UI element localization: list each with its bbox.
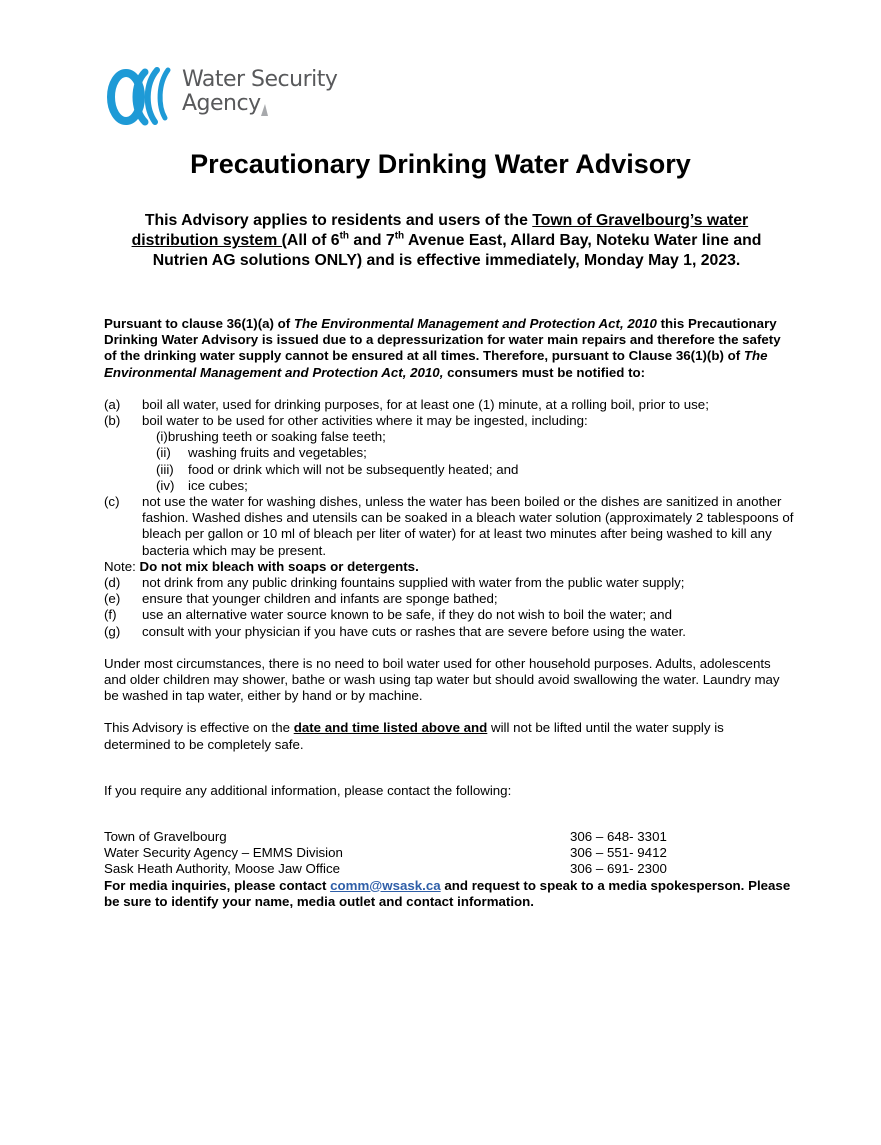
media-email-link[interactable]: comm@wsask.ca [330, 877, 441, 893]
list-item [104, 494, 794, 559]
advisory-body [104, 316, 794, 910]
contact-paragraph: If you require any additional information, please contact the following: [104, 782, 512, 798]
household-paragraph: Under most circumstances, there is no need to boil water used for other household purposes. Adults, adolescents and older children may shower, bathe or wash using tap water but should avoid swallowing the water. Laundry may be washed in tap water, either by hand or by machine. [104, 655, 780, 704]
subtitle-text-5: and is effective immediately, Monday May 1, 2023. [362, 252, 741, 269]
sub-list-item-text: ice cubes; [188, 477, 248, 493]
contact-row [104, 845, 794, 861]
intro-paragraph [104, 316, 794, 381]
list-item-text: not use the water for washing dishes, unless the water has been boiled or the dishes are sanitized in another fashion. Washed dishes and utensils can be soaked in a bleach water solution (approximately 2 tablespoons of bleach per gallon or 10 ml of bleach per liter of water) for at least two minutes after being washed to kill any bacteria which may be present. [142, 494, 794, 558]
sub-list-item-key: (iv) [156, 477, 175, 493]
list-item [104, 413, 794, 429]
contact-name: Town of Gravelbourg [104, 829, 227, 845]
subtitle-text-2: All of 6 [286, 232, 340, 249]
list-item-text: boil all water, used for drinking purposes, for at least one (1) minute, at a rolling boil, prior to use; [142, 396, 709, 412]
note-label: Note: [104, 558, 140, 574]
list-item [104, 575, 794, 591]
sub-list-item-text: brushing teeth or soaking false teeth; [167, 429, 386, 445]
list-item-text: consult with your physician if you have cuts or rashes that are severe before using the water. [142, 623, 686, 639]
effective-underline: date and time listed above and [293, 720, 488, 736]
contact-phone: 306 – 551- 9412 [570, 845, 667, 861]
contact-name: Water Security Agency – EMMS Division [104, 845, 343, 861]
intro-text-a: Pursuant to clause 36(1)(a) of [104, 316, 294, 331]
media-paragraph [104, 878, 794, 910]
subtitle-text-1: This Advisory applies to residents and users of the [144, 212, 533, 229]
sub-list-item-key: (ii) [156, 445, 171, 461]
list-item-key: (b) [104, 413, 121, 429]
sub-list-item [104, 445, 794, 461]
subtitle-text-4: Avenue East, Allard Bay, Noteku Water line and Nutrien AG solutions ONLY [152, 232, 762, 269]
subtitle-underline-1: Town of Gravelbourg’s water distribution system ( [131, 212, 749, 249]
sub-list-item [104, 429, 794, 445]
list-item-key: (d) [104, 575, 121, 591]
list-item-key: (a) [104, 396, 121, 412]
list-item-key: (c) [104, 494, 120, 510]
contact-phone: 306 – 648- 3301 [570, 829, 667, 845]
sub-list-item [104, 478, 794, 494]
logo-line-2: Agency [182, 91, 261, 116]
effective-text-b: will not be lifted until the water supply is determined to be completely safe. [104, 720, 724, 752]
list-item [104, 397, 794, 413]
contact-row [104, 829, 794, 845]
effective-text-a: This Advisory is effective on the [104, 720, 294, 736]
logo-wordmark [182, 68, 337, 116]
intro-text-c: consumers must be notified to: [443, 364, 646, 380]
instruction-list [104, 397, 794, 640]
list-item [104, 607, 794, 623]
sub-list-item-text: food or drink which will not be subsequently heated; and [188, 461, 519, 477]
page-title: Precautionary Drinking Water Advisory [190, 149, 691, 179]
logo-line-1: Water Security [182, 67, 338, 92]
sub-list-item-text: washing fruits and vegetables; [188, 445, 367, 461]
intro-act-2: The Environmental Management and Protection Act, 2010, [104, 348, 768, 380]
sub-list-item-key: (iii) [156, 461, 174, 477]
subtitle-text-3: and 7 [349, 232, 395, 249]
list-item-text: ensure that younger children and infants are sponge bathed; [142, 591, 498, 607]
subtitle-underline-2: ) [356, 252, 363, 269]
list-item-text: not drink from any public drinking fountains supplied with water from the public water supply; [142, 575, 685, 591]
contact-list [104, 829, 794, 878]
list-item [104, 591, 794, 607]
media-text-a: For media inquiries, please contact [104, 877, 331, 893]
subtitle-sup-2: th [394, 230, 405, 242]
contact-name: Sask Heath Authority, Moose Jaw Office [104, 861, 341, 877]
list-item-key: (f) [104, 607, 117, 623]
list-item [104, 624, 794, 640]
sub-list-item [104, 462, 794, 478]
contact-row [104, 861, 794, 877]
list-item-key: (e) [104, 591, 121, 607]
effective-paragraph [104, 720, 794, 752]
note-text: Do not mix bleach with soaps or detergents. [139, 558, 419, 574]
sub-list-item-key: (i) [156, 429, 168, 445]
bleach-note [104, 559, 794, 575]
contact-phone: 306 – 691- 2300 [570, 861, 667, 877]
intro-text-b: this Precautionary Drinking Water Advisory is issued due to a depressurization for water main repairs and therefore the safety of the drinking water supply cannot be ensured at all times. Therefore, pursuant to Clause 36(1)(b) of [104, 316, 781, 364]
list-item-text: boil water to be used for other activities where it may be ingested, including: [142, 413, 588, 429]
intro-act-1: The Environmental Management and Protection Act, 2010 [293, 316, 657, 331]
list-item-text: use an alternative water source known to be safe, if they do not wish to boil the water; and [142, 607, 672, 623]
list-item-key: (g) [104, 623, 121, 639]
advisory-subtitle [105, 211, 788, 271]
media-text-b: and request to speak to a media spokesperson. Please be sure to identify your name, media outlet and contact information. [104, 877, 791, 909]
subtitle-sup-1: th [339, 230, 350, 242]
